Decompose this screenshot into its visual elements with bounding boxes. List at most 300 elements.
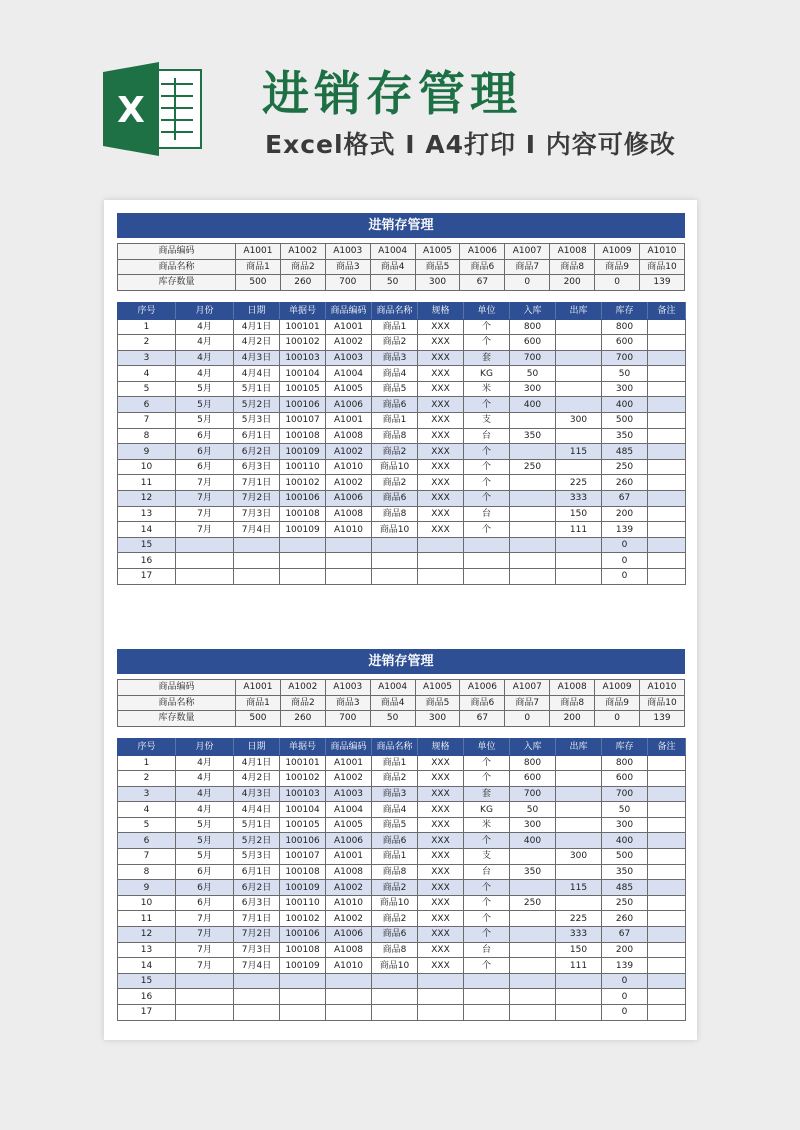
table-cell[interactable]: 3 <box>118 786 176 802</box>
product-cell[interactable]: A1002 <box>280 680 325 696</box>
table-cell[interactable]: 200 <box>602 506 648 522</box>
table-cell[interactable]: XXX <box>418 397 464 413</box>
table-cell[interactable]: 14 <box>118 958 176 974</box>
product-cell[interactable]: A1007 <box>505 244 550 260</box>
table-cell[interactable]: 100110 <box>280 459 326 475</box>
table-cell[interactable]: 6月3日 <box>234 895 280 911</box>
table-cell[interactable]: 4月 <box>176 366 234 382</box>
table-cell[interactable]: 个 <box>464 475 510 491</box>
table-cell[interactable] <box>372 569 418 585</box>
table-cell[interactable] <box>648 911 686 927</box>
table-cell[interactable] <box>280 1005 326 1021</box>
product-cell[interactable]: 300 <box>415 275 460 291</box>
table-cell[interactable] <box>648 817 686 833</box>
table-cell[interactable] <box>280 553 326 569</box>
table-cell[interactable] <box>648 989 686 1005</box>
table-cell[interactable]: 0 <box>602 537 648 553</box>
table-cell[interactable] <box>556 973 602 989</box>
table-cell[interactable]: 6 <box>118 397 176 413</box>
product-cell[interactable]: A1006 <box>460 244 505 260</box>
table-cell[interactable]: 13 <box>118 506 176 522</box>
table-cell[interactable] <box>418 569 464 585</box>
product-cell[interactable]: A1001 <box>236 680 281 696</box>
product-cell[interactable]: 200 <box>550 275 595 291</box>
table-cell[interactable] <box>648 895 686 911</box>
table-cell[interactable]: A1002 <box>326 444 372 460</box>
table-cell[interactable] <box>464 1005 510 1021</box>
table-cell[interactable]: 6月3日 <box>234 459 280 475</box>
table-cell[interactable]: 个 <box>464 927 510 943</box>
table-cell[interactable] <box>556 895 602 911</box>
table-cell[interactable]: 100106 <box>280 833 326 849</box>
table-cell[interactable]: 16 <box>118 989 176 1005</box>
table-cell[interactable] <box>556 802 602 818</box>
table-cell[interactable]: KG <box>464 802 510 818</box>
table-cell[interactable]: 7月 <box>176 911 234 927</box>
table-cell[interactable]: 200 <box>602 942 648 958</box>
table-cell[interactable]: 111 <box>556 522 602 538</box>
table-cell[interactable]: 12 <box>118 927 176 943</box>
table-cell[interactable]: A1008 <box>326 428 372 444</box>
product-cell[interactable]: 商品3 <box>325 259 370 275</box>
table-cell[interactable] <box>648 444 686 460</box>
table-cell[interactable] <box>176 973 234 989</box>
table-cell[interactable]: 商品4 <box>372 366 418 382</box>
table-cell[interactable] <box>648 506 686 522</box>
table-cell[interactable]: KG <box>464 366 510 382</box>
table-cell[interactable]: 7月 <box>176 522 234 538</box>
table-cell[interactable]: 商品8 <box>372 506 418 522</box>
table-cell[interactable] <box>234 537 280 553</box>
product-cell[interactable]: A1009 <box>595 244 640 260</box>
table-cell[interactable]: 商品2 <box>372 911 418 927</box>
table-cell[interactable] <box>176 1005 234 1021</box>
table-cell[interactable] <box>648 1005 686 1021</box>
table-cell[interactable]: 500 <box>602 413 648 429</box>
product-cell[interactable]: 商品7 <box>505 695 550 711</box>
table-cell[interactable]: XXX <box>418 958 464 974</box>
product-cell[interactable]: A1009 <box>595 680 640 696</box>
table-cell[interactable]: 100102 <box>280 771 326 787</box>
table-cell[interactable]: A1002 <box>326 911 372 927</box>
table-cell[interactable]: 485 <box>602 444 648 460</box>
table-cell[interactable]: XXX <box>418 335 464 351</box>
table-cell[interactable]: 7月3日 <box>234 506 280 522</box>
product-cell[interactable]: A1003 <box>325 680 370 696</box>
table-cell[interactable] <box>648 864 686 880</box>
table-cell[interactable] <box>556 569 602 585</box>
table-cell[interactable] <box>510 475 556 491</box>
table-cell[interactable]: 6月 <box>176 459 234 475</box>
product-cell[interactable]: A1005 <box>415 680 460 696</box>
table-cell[interactable]: 16 <box>118 553 176 569</box>
table-cell[interactable]: 商品2 <box>372 335 418 351</box>
table-cell[interactable] <box>280 989 326 1005</box>
table-cell[interactable]: 2 <box>118 335 176 351</box>
table-cell[interactable]: 100109 <box>280 958 326 974</box>
table-cell[interactable] <box>648 849 686 865</box>
product-cell[interactable]: 500 <box>236 275 281 291</box>
table-cell[interactable]: 商品5 <box>372 381 418 397</box>
table-cell[interactable]: 350 <box>602 428 648 444</box>
table-cell[interactable]: 商品1 <box>372 319 418 335</box>
table-cell[interactable]: XXX <box>418 381 464 397</box>
table-cell[interactable]: XXX <box>418 895 464 911</box>
table-cell[interactable]: 6月1日 <box>234 428 280 444</box>
table-cell[interactable]: 4月4日 <box>234 802 280 818</box>
table-cell[interactable]: 7月 <box>176 491 234 507</box>
product-cell[interactable]: 260 <box>280 275 325 291</box>
table-cell[interactable]: 5 <box>118 817 176 833</box>
table-cell[interactable] <box>556 319 602 335</box>
product-cell[interactable]: A1004 <box>370 680 415 696</box>
table-cell[interactable]: 1 <box>118 755 176 771</box>
table-cell[interactable]: 个 <box>464 958 510 974</box>
product-cell[interactable]: 商品1 <box>236 695 281 711</box>
table-cell[interactable]: 100109 <box>280 522 326 538</box>
table-cell[interactable]: 商品10 <box>372 958 418 974</box>
table-cell[interactable]: 7月1日 <box>234 475 280 491</box>
table-cell[interactable] <box>556 350 602 366</box>
table-cell[interactable]: 9 <box>118 880 176 896</box>
table-cell[interactable]: 100106 <box>280 491 326 507</box>
table-cell[interactable]: 100105 <box>280 817 326 833</box>
table-cell[interactable] <box>648 771 686 787</box>
table-cell[interactable]: 5月2日 <box>234 833 280 849</box>
table-cell[interactable]: 300 <box>556 849 602 865</box>
table-cell[interactable]: 1 <box>118 319 176 335</box>
table-cell[interactable]: 6月 <box>176 880 234 896</box>
table-cell[interactable] <box>556 553 602 569</box>
table-cell[interactable]: 台 <box>464 942 510 958</box>
table-cell[interactable]: A1010 <box>326 958 372 974</box>
table-cell[interactable] <box>510 491 556 507</box>
table-cell[interactable] <box>372 989 418 1005</box>
table-cell[interactable] <box>556 864 602 880</box>
table-cell[interactable]: 0 <box>602 569 648 585</box>
table-cell[interactable]: 100106 <box>280 927 326 943</box>
table-cell[interactable] <box>510 413 556 429</box>
product-cell[interactable]: 700 <box>325 275 370 291</box>
table-cell[interactable] <box>326 537 372 553</box>
table-cell[interactable]: 50 <box>602 366 648 382</box>
table-cell[interactable]: 商品4 <box>372 802 418 818</box>
table-cell[interactable] <box>648 350 686 366</box>
table-cell[interactable]: 4月 <box>176 335 234 351</box>
table-cell[interactable] <box>556 428 602 444</box>
table-cell[interactable]: 100103 <box>280 786 326 802</box>
table-cell[interactable]: 5月 <box>176 413 234 429</box>
table-cell[interactable] <box>372 1005 418 1021</box>
product-cell[interactable]: 商品8 <box>550 695 595 711</box>
table-cell[interactable]: A1006 <box>326 397 372 413</box>
table-cell[interactable]: 100104 <box>280 366 326 382</box>
table-cell[interactable] <box>648 397 686 413</box>
table-cell[interactable]: XXX <box>418 771 464 787</box>
table-cell[interactable]: 100108 <box>280 942 326 958</box>
table-cell[interactable]: 0 <box>602 1005 648 1021</box>
table-cell[interactable]: 100108 <box>280 864 326 880</box>
table-cell[interactable] <box>648 927 686 943</box>
product-cell[interactable]: A1001 <box>236 244 281 260</box>
table-cell[interactable]: 0 <box>602 989 648 1005</box>
table-cell[interactable]: XXX <box>418 817 464 833</box>
table-cell[interactable]: 个 <box>464 833 510 849</box>
table-cell[interactable]: 50 <box>510 802 556 818</box>
table-cell[interactable]: XXX <box>418 522 464 538</box>
table-cell[interactable]: 260 <box>602 475 648 491</box>
table-cell[interactable]: 100101 <box>280 319 326 335</box>
table-cell[interactable] <box>556 833 602 849</box>
product-cell[interactable]: 商品6 <box>460 259 505 275</box>
table-cell[interactable]: 个 <box>464 319 510 335</box>
table-cell[interactable] <box>234 989 280 1005</box>
table-cell[interactable]: 7月4日 <box>234 522 280 538</box>
table-cell[interactable]: 台 <box>464 864 510 880</box>
product-cell[interactable]: A1006 <box>460 680 505 696</box>
table-cell[interactable] <box>234 553 280 569</box>
table-cell[interactable]: 5月 <box>176 817 234 833</box>
table-cell[interactable]: 商品6 <box>372 927 418 943</box>
table-cell[interactable]: 4月1日 <box>234 319 280 335</box>
table-cell[interactable] <box>648 522 686 538</box>
table-cell[interactable]: XXX <box>418 833 464 849</box>
table-cell[interactable]: 8 <box>118 864 176 880</box>
table-cell[interactable]: A1002 <box>326 880 372 896</box>
table-cell[interactable]: 商品2 <box>372 880 418 896</box>
table-cell[interactable]: A1010 <box>326 522 372 538</box>
table-cell[interactable]: 支 <box>464 849 510 865</box>
product-cell[interactable]: 商品9 <box>595 259 640 275</box>
table-cell[interactable]: 0 <box>602 973 648 989</box>
product-cell[interactable]: 商品1 <box>236 259 281 275</box>
table-cell[interactable]: 商品1 <box>372 849 418 865</box>
table-cell[interactable]: 300 <box>556 413 602 429</box>
table-cell[interactable]: A1004 <box>326 802 372 818</box>
table-cell[interactable]: XXX <box>418 366 464 382</box>
table-cell[interactable] <box>280 537 326 553</box>
table-cell[interactable]: 个 <box>464 522 510 538</box>
table-cell[interactable] <box>556 537 602 553</box>
table-cell[interactable]: 6月 <box>176 864 234 880</box>
table-cell[interactable]: 4月2日 <box>234 771 280 787</box>
table-cell[interactable]: 商品2 <box>372 771 418 787</box>
table-cell[interactable]: 商品6 <box>372 833 418 849</box>
product-cell[interactable]: 0 <box>505 275 550 291</box>
table-cell[interactable] <box>648 786 686 802</box>
table-cell[interactable]: XXX <box>418 319 464 335</box>
table-cell[interactable] <box>556 989 602 1005</box>
table-cell[interactable] <box>556 1005 602 1021</box>
table-cell[interactable] <box>510 849 556 865</box>
table-cell[interactable]: A1005 <box>326 817 372 833</box>
table-cell[interactable]: 500 <box>602 849 648 865</box>
table-cell[interactable] <box>326 989 372 1005</box>
table-cell[interactable]: 100101 <box>280 755 326 771</box>
table-cell[interactable]: XXX <box>418 880 464 896</box>
table-cell[interactable]: 260 <box>602 911 648 927</box>
table-cell[interactable]: 5月1日 <box>234 817 280 833</box>
table-cell[interactable] <box>510 569 556 585</box>
table-cell[interactable]: 150 <box>556 506 602 522</box>
table-cell[interactable]: 商品1 <box>372 755 418 771</box>
table-cell[interactable]: 139 <box>602 958 648 974</box>
product-cell[interactable]: 700 <box>325 711 370 727</box>
table-cell[interactable]: 250 <box>510 459 556 475</box>
table-cell[interactable]: 350 <box>602 864 648 880</box>
table-cell[interactable]: 11 <box>118 911 176 927</box>
table-cell[interactable]: 商品5 <box>372 817 418 833</box>
table-cell[interactable]: 5月3日 <box>234 849 280 865</box>
table-cell[interactable] <box>510 989 556 1005</box>
table-cell[interactable]: XXX <box>418 459 464 475</box>
table-cell[interactable]: 333 <box>556 491 602 507</box>
table-cell[interactable] <box>510 958 556 974</box>
table-cell[interactable] <box>280 569 326 585</box>
table-cell[interactable]: A1001 <box>326 849 372 865</box>
table-cell[interactable]: 7月3日 <box>234 942 280 958</box>
table-cell[interactable]: 7月 <box>176 475 234 491</box>
table-cell[interactable] <box>556 771 602 787</box>
table-cell[interactable]: 个 <box>464 771 510 787</box>
table-cell[interactable]: 300 <box>510 817 556 833</box>
table-cell[interactable]: 5月 <box>176 849 234 865</box>
product-cell[interactable]: 商品3 <box>325 695 370 711</box>
table-cell[interactable]: 7月4日 <box>234 958 280 974</box>
table-cell[interactable]: 4 <box>118 366 176 382</box>
table-cell[interactable] <box>510 942 556 958</box>
table-cell[interactable] <box>510 973 556 989</box>
table-cell[interactable]: 100107 <box>280 849 326 865</box>
table-cell[interactable]: 9 <box>118 444 176 460</box>
table-cell[interactable]: 7 <box>118 849 176 865</box>
table-cell[interactable]: 350 <box>510 864 556 880</box>
table-cell[interactable]: 商品8 <box>372 428 418 444</box>
table-cell[interactable]: 700 <box>510 786 556 802</box>
product-cell[interactable]: 商品5 <box>415 695 460 711</box>
table-cell[interactable]: 商品10 <box>372 522 418 538</box>
table-cell[interactable]: 800 <box>602 319 648 335</box>
product-cell[interactable]: A1007 <box>505 680 550 696</box>
table-cell[interactable]: 4月 <box>176 771 234 787</box>
table-cell[interactable] <box>326 973 372 989</box>
product-cell[interactable]: 商品4 <box>370 695 415 711</box>
table-cell[interactable]: 100108 <box>280 506 326 522</box>
product-cell[interactable]: 商品5 <box>415 259 460 275</box>
table-cell[interactable] <box>648 475 686 491</box>
table-cell[interactable] <box>648 428 686 444</box>
table-cell[interactable]: 300 <box>510 381 556 397</box>
table-cell[interactable]: 67 <box>602 927 648 943</box>
table-cell[interactable]: 台 <box>464 428 510 444</box>
table-cell[interactable]: 个 <box>464 491 510 507</box>
table-cell[interactable] <box>418 553 464 569</box>
table-cell[interactable] <box>648 973 686 989</box>
table-cell[interactable]: 4月 <box>176 786 234 802</box>
table-cell[interactable] <box>510 1005 556 1021</box>
table-cell[interactable] <box>510 880 556 896</box>
product-cell[interactable]: 商品9 <box>595 695 640 711</box>
table-cell[interactable]: XXX <box>418 786 464 802</box>
table-cell[interactable]: 400 <box>510 833 556 849</box>
table-cell[interactable]: 14 <box>118 522 176 538</box>
table-cell[interactable]: XXX <box>418 506 464 522</box>
table-cell[interactable] <box>648 335 686 351</box>
table-cell[interactable]: 250 <box>602 459 648 475</box>
table-cell[interactable]: 12 <box>118 491 176 507</box>
table-cell[interactable]: 5月 <box>176 833 234 849</box>
table-cell[interactable]: 50 <box>602 802 648 818</box>
table-cell[interactable]: 250 <box>602 895 648 911</box>
table-cell[interactable] <box>464 989 510 1005</box>
table-cell[interactable] <box>648 366 686 382</box>
table-cell[interactable]: XXX <box>418 927 464 943</box>
table-cell[interactable]: 100106 <box>280 397 326 413</box>
table-cell[interactable] <box>464 553 510 569</box>
table-cell[interactable] <box>648 553 686 569</box>
table-cell[interactable] <box>176 537 234 553</box>
table-cell[interactable]: 商品10 <box>372 459 418 475</box>
table-cell[interactable]: 商品8 <box>372 942 418 958</box>
table-cell[interactable]: 15 <box>118 537 176 553</box>
table-cell[interactable]: 个 <box>464 911 510 927</box>
table-cell[interactable]: 4月4日 <box>234 366 280 382</box>
product-cell[interactable]: 0 <box>595 711 640 727</box>
table-cell[interactable]: 6月2日 <box>234 880 280 896</box>
table-cell[interactable] <box>234 569 280 585</box>
table-cell[interactable]: 个 <box>464 335 510 351</box>
table-cell[interactable]: 7月 <box>176 506 234 522</box>
product-cell[interactable]: 300 <box>415 711 460 727</box>
table-cell[interactable]: A1001 <box>326 413 372 429</box>
table-cell[interactable]: 4月2日 <box>234 335 280 351</box>
table-cell[interactable]: 10 <box>118 459 176 475</box>
table-cell[interactable]: 250 <box>510 895 556 911</box>
table-cell[interactable]: 2 <box>118 771 176 787</box>
table-cell[interactable]: 800 <box>602 755 648 771</box>
table-cell[interactable]: 100102 <box>280 475 326 491</box>
product-cell[interactable]: 50 <box>370 275 415 291</box>
table-cell[interactable] <box>648 833 686 849</box>
table-cell[interactable]: 台 <box>464 506 510 522</box>
table-cell[interactable]: 11 <box>118 475 176 491</box>
table-cell[interactable]: 700 <box>602 350 648 366</box>
product-cell[interactable]: 50 <box>370 711 415 727</box>
table-cell[interactable]: 商品3 <box>372 786 418 802</box>
product-cell[interactable]: 0 <box>595 275 640 291</box>
product-cell[interactable]: 67 <box>460 275 505 291</box>
table-cell[interactable]: 4月 <box>176 755 234 771</box>
table-cell[interactable]: 100110 <box>280 895 326 911</box>
table-cell[interactable]: 100103 <box>280 350 326 366</box>
table-cell[interactable]: A1010 <box>326 459 372 475</box>
table-cell[interactable]: 7 <box>118 413 176 429</box>
product-cell[interactable]: 商品8 <box>550 259 595 275</box>
product-cell[interactable]: 260 <box>280 711 325 727</box>
product-cell[interactable]: A1004 <box>370 244 415 260</box>
table-cell[interactable] <box>510 553 556 569</box>
table-cell[interactable] <box>418 537 464 553</box>
table-cell[interactable] <box>648 942 686 958</box>
table-cell[interactable]: 5月 <box>176 381 234 397</box>
table-cell[interactable]: 13 <box>118 942 176 958</box>
table-cell[interactable]: 6月 <box>176 895 234 911</box>
table-cell[interactable]: 4月3日 <box>234 786 280 802</box>
table-cell[interactable]: 支 <box>464 413 510 429</box>
table-cell[interactable]: 个 <box>464 755 510 771</box>
table-cell[interactable]: 600 <box>602 771 648 787</box>
table-cell[interactable] <box>326 1005 372 1021</box>
